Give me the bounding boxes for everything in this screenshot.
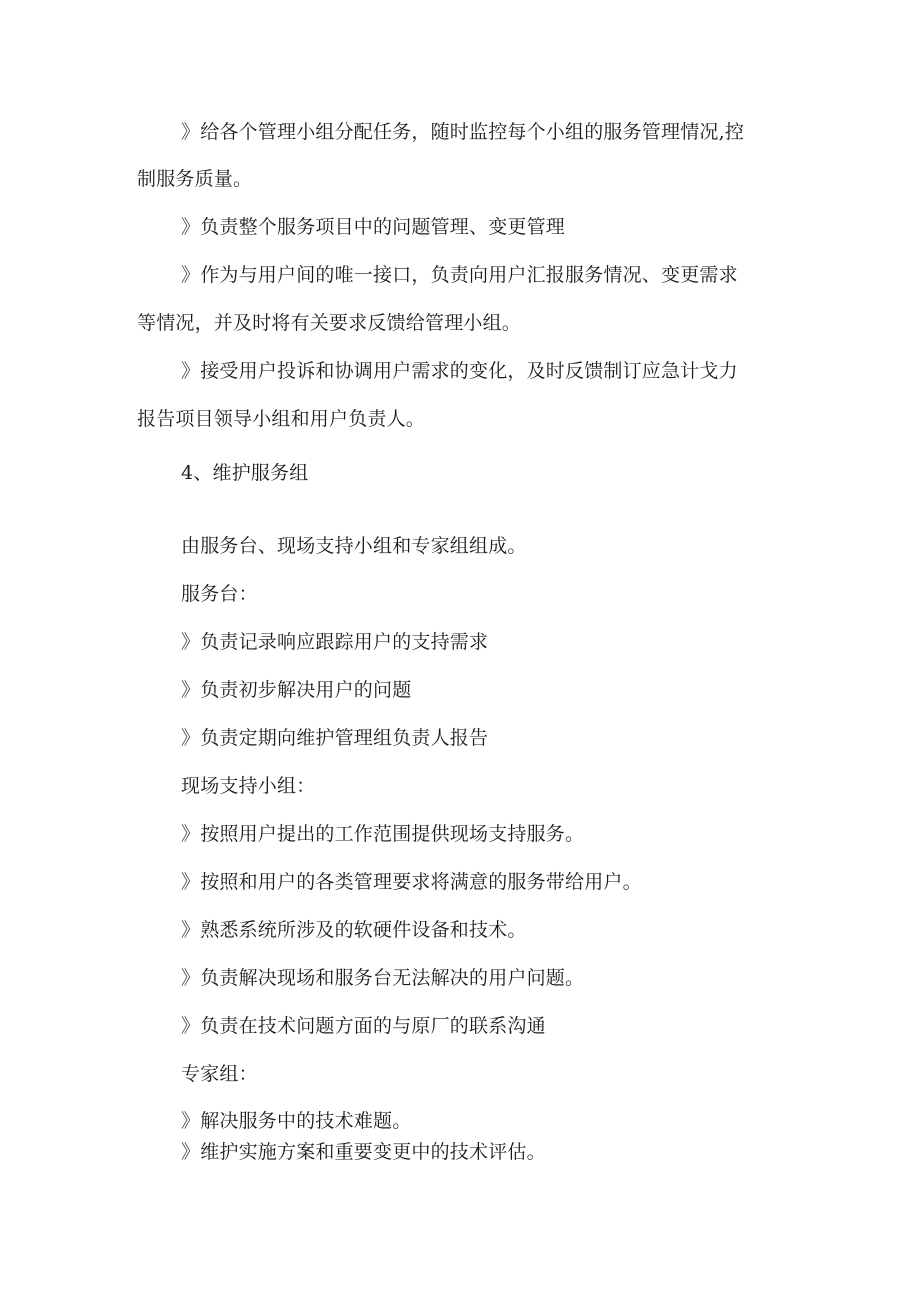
paragraph-line: 》给各个管理小组分配任务，随时监控每个小组的服务管理情况,控 [181, 121, 745, 143]
list-item: 》按照和用户的各类管理要求将满意的服务带给用户。 [181, 871, 642, 893]
list-item: 》解决服务中的技术难题。 [181, 1110, 412, 1132]
paragraph-line: 等情况，并及时将有关要求反馈给管理小组。 [137, 312, 522, 334]
onsite-team-heading: 现场支持小组： [181, 775, 316, 797]
paragraph-line: 》负责整个服务项目中的问题管理、变更管理 [181, 216, 566, 238]
list-item: 》负责记录响应跟踪用户的支持需求 [181, 631, 489, 653]
service-desk-heading: 服务台： [181, 583, 258, 605]
list-item: 》负责解决现场和服务台无法解决的用户问题。 [181, 967, 585, 989]
intro-paragraph: 由服务台、现场支持小组和专家组组成。 [181, 535, 527, 557]
list-item: 》维护实施方案和重要变更中的技术评估。 [181, 1141, 546, 1163]
list-item: 》按照用户提出的工作范围提供现场支持服务。 [181, 823, 585, 845]
list-item: 》熟悉系统所涉及的软硬件设备和技术。 [181, 919, 527, 941]
section-heading: 4、维护服务组 [181, 462, 309, 484]
paragraph-line: 》作为与用户间的唯一接口，负责向用户汇报服务情况、变更需求 [181, 264, 738, 286]
paragraph-line: 制服务质量。 [137, 168, 253, 190]
list-item: 》负责定期向维护管理组负责人报告 [181, 727, 489, 749]
list-item: 》负责初步解决用户的问题 [181, 679, 412, 701]
paragraph-line: 》接受用户投诉和协调用户需求的变化，及时反馈制订应急计戈力 [181, 360, 738, 382]
list-item: 》负责在技术问题方面的与原厂的联系沟通 [181, 1015, 546, 1037]
paragraph-line: 报告项目领导小组和用户负责人。 [137, 408, 426, 430]
expert-team-heading: 专家组： [181, 1063, 258, 1085]
